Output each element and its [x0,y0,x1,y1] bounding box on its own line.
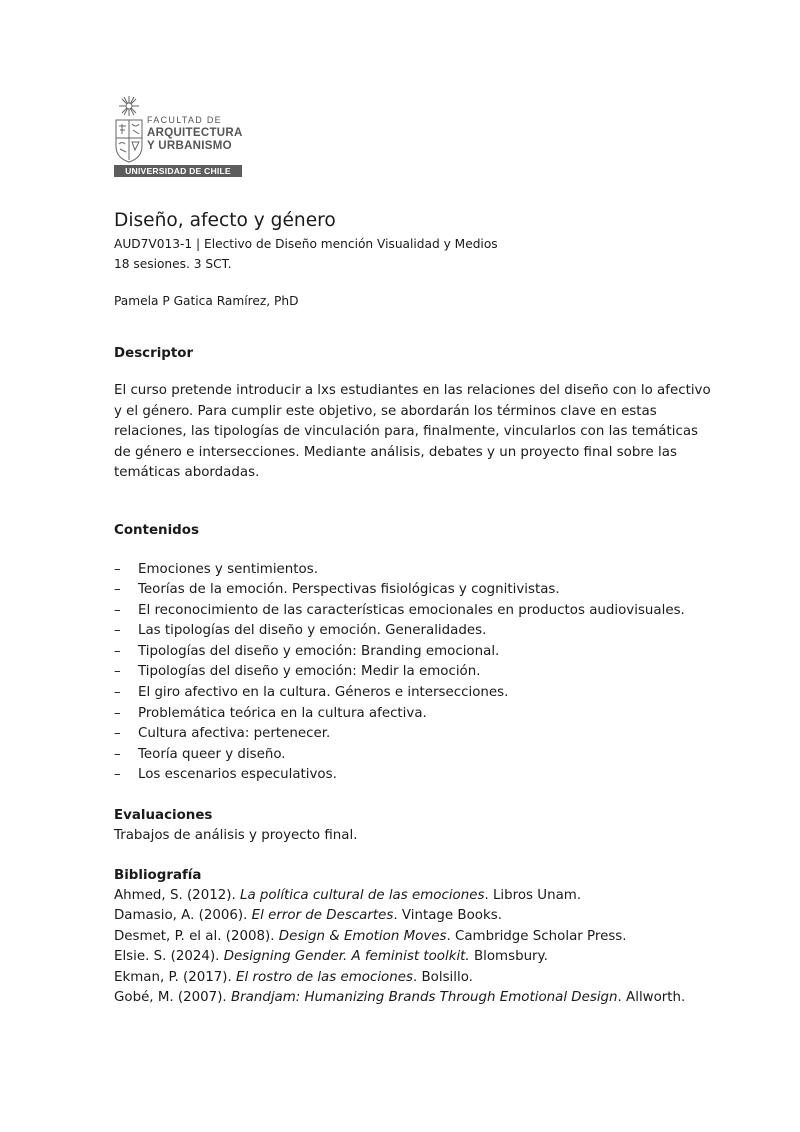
list-item [114,765,714,786]
entry-author: Elsie. S. (2024). [114,949,224,965]
entry-work: Design & Emotion Moves [278,928,447,944]
entry-work: La política cultural de las emociones [240,888,485,904]
bibliography-entry [114,927,714,947]
bullet-dash: – [114,623,121,639]
faculty-name-line3: Y URBANISMO [147,140,232,152]
evaluations-text: Trabajos de análisis y proyecto final. [114,828,358,844]
bullet-dash: – [114,602,121,618]
course-title: Diseño, afecto y género [114,210,336,231]
bullet-dash: – [114,561,121,577]
bullet-dash: – [114,705,121,721]
entry-author: Ahmed, S. (2012). [114,888,240,904]
course-author: Pamela P Gatica Ramírez, PhD [114,294,299,308]
bullet-dash: – [114,664,121,680]
contents-heading: Contenidos [114,522,199,538]
list-item [114,560,714,581]
entry-publisher: . Allworth. [617,990,686,1006]
faculty-logo [114,94,246,178]
syllabus-body [114,208,714,1008]
entry-author: Desmet, P. el al. (2008). [114,928,279,944]
entry-work: El error de Descartes [251,908,394,924]
list-item-text: Cultura afectiva: pertenecer. [138,726,331,742]
list-item-text: Teoría queer y diseño. [138,746,286,762]
bibliography-entry [114,886,714,906]
university-seal-icon [114,94,144,164]
list-item-text: El reconocimiento de las características emocionales en productos audiovisuales. [138,602,685,618]
bibliography-list [114,886,714,1008]
bibliography-entry [114,906,714,926]
entry-publisher: . Libros Unam. [484,888,582,904]
bibliography-entry [114,968,714,988]
faculty-name [147,114,243,153]
list-item-text: Teorías de la emoción. Perspectivas fisiológicas y cognitivistas. [138,582,560,598]
entry-author: Ekman, P. (2017). [114,969,237,985]
entry-work: El rostro de las emociones [236,969,413,985]
list-item [114,683,714,704]
entry-publisher: . Vintage Books. [393,908,502,924]
list-item [114,724,714,745]
entry-work: Brandjam: Humanizing Brands Through Emotional Design [230,990,618,1006]
evaluations-heading: Evaluaciones [114,808,213,824]
university-name-bar: UNIVERSIDAD DE CHILE [114,165,242,177]
entry-publisher: . Cambridge Scholar Press. [446,928,627,944]
list-item-text: Emociones y sentimientos. [138,561,318,577]
course-sessions: 18 sesiones. 3 SCT. [114,257,232,271]
list-item-text: Tipologías del diseño y emoción: Medir la emoción. [138,664,481,680]
faculty-name-line2: ARQUITECTURA [147,127,243,139]
course-code: AUD7V013-1 | Electivo de Diseño mención Visualidad y Medios [114,237,498,251]
bibliography-heading: Bibliografía [114,868,202,884]
descriptor-heading: Descriptor [114,346,194,361]
bullet-dash: – [114,643,121,659]
list-item [114,745,714,766]
list-item [114,601,714,622]
bullet-dash: – [114,746,121,762]
list-item [114,662,714,683]
list-item [114,642,714,663]
descriptor-text: El curso pretende introducir a lxs estudiantes en las relaciones del diseño con lo afectivo y el género. Para cumplir este objetivo, se abordarán los términos clave en estas relaciones, las tipologías de vinculación para, finalmente, vincularlos con las temáticas de género e intersecciones. Mediante análisis, debates y un proyecto final sobre las temáticas abordadas. [114,383,711,480]
faculty-name-line1: FACULTAD DE [147,115,222,125]
bullet-dash: – [114,582,121,598]
list-item-text: Los escenarios especulativos. [138,767,337,783]
list-item-text: El giro afectivo en la cultura. Géneros e intersecciones. [138,685,509,701]
list-item [114,580,714,601]
list-item-text: Problemática teórica en la cultura afectiva. [138,705,427,721]
entry-author: Damasio, A. (2006). [114,908,252,924]
contents-list [114,560,714,787]
list-item [114,621,714,642]
entry-publisher: . Bolsillo. [412,969,473,985]
entry-author: Gobé, M. (2007). [114,990,231,1006]
list-item-text: Las tipologías del diseño y emoción. Generalidades. [138,623,487,639]
bibliography-entry [114,947,714,967]
bullet-dash: – [114,685,121,701]
list-item-text: Tipologías del diseño y emoción: Branding emocional. [138,643,500,659]
bibliography-entry [114,988,714,1008]
bullet-dash: – [114,767,121,783]
list-item [114,704,714,725]
entry-publisher: Blomsbury. [469,949,548,965]
bullet-dash: – [114,726,121,742]
entry-work: Designing Gender. A feminist toolkit. [223,949,470,965]
